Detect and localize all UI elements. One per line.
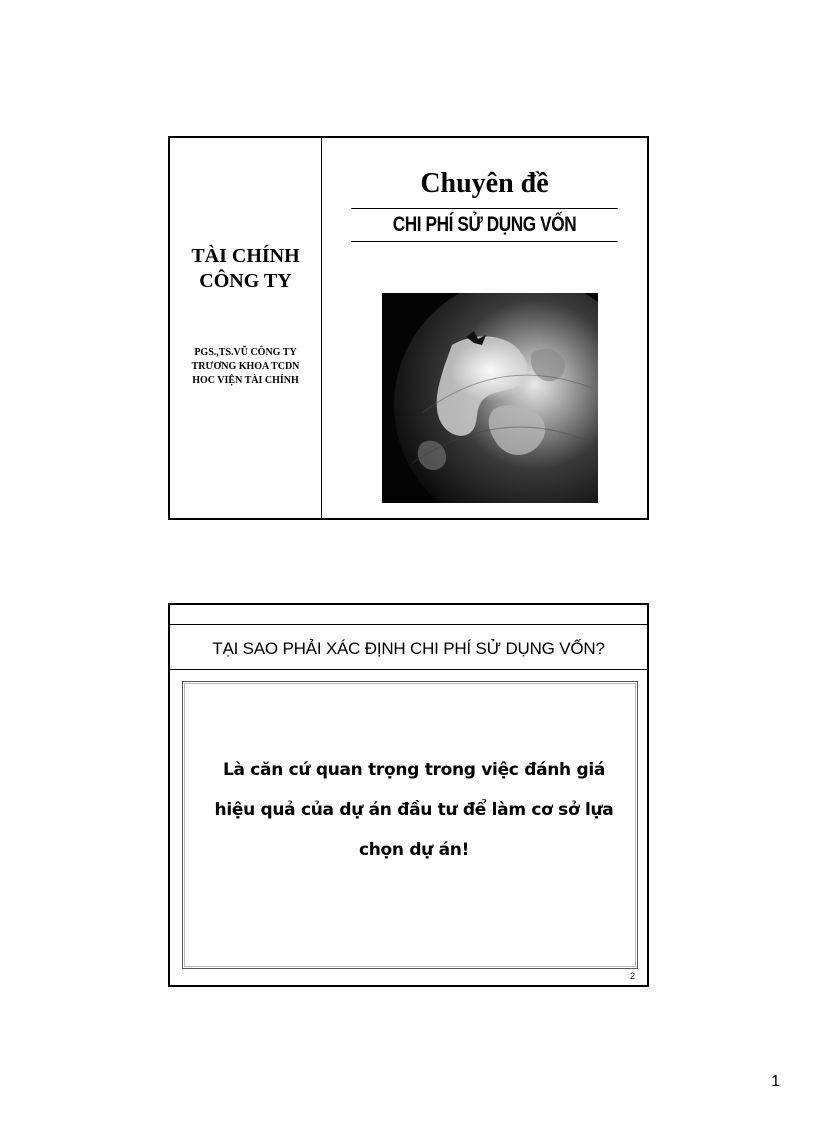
course-title-line-1: TÀI CHÍNH <box>191 245 300 267</box>
course-title <box>170 244 321 294</box>
slide-2-content-box <box>182 681 638 969</box>
slide-2 <box>168 603 649 987</box>
author-line-3: HOC VIỆN TÀI CHÍNH <box>192 375 299 386</box>
series-label: Chuyên đề <box>420 168 549 199</box>
course-title-line-2: CÔNG TY <box>199 270 292 292</box>
slide-2-body <box>197 750 631 870</box>
globe-icon <box>382 293 598 503</box>
slide-1 <box>168 136 649 520</box>
slide-2-header-bar <box>170 605 647 625</box>
body-line-3: chọn dự án! <box>358 840 470 860</box>
slide-2-title: TẠI SAO PHẢI XÁC ĐỊNH CHI PHÍ SỬ DỤNG VỐN? <box>170 625 647 670</box>
author-line-1: PGS.,TS.VŨ CÔNG TY <box>194 347 297 358</box>
slide-number: 2 <box>629 971 635 981</box>
slide-1-right-panel <box>322 138 647 518</box>
slide-1-left-panel <box>170 138 322 518</box>
author-info <box>170 346 321 388</box>
globe-image <box>382 293 598 503</box>
page-number: 1 <box>771 1073 780 1090</box>
author-line-2: TRƯƠNG KHOA TCDN <box>191 361 300 372</box>
body-line-1: Là căn cứ quan trọng trong việc đánh giá <box>222 760 606 780</box>
body-line-2: hiệu quả của dự án đầu tư để làm cơ sở lựa <box>214 800 614 820</box>
topic-title: CHI PHÍ SỬ DỤNG VỐN <box>351 208 618 242</box>
